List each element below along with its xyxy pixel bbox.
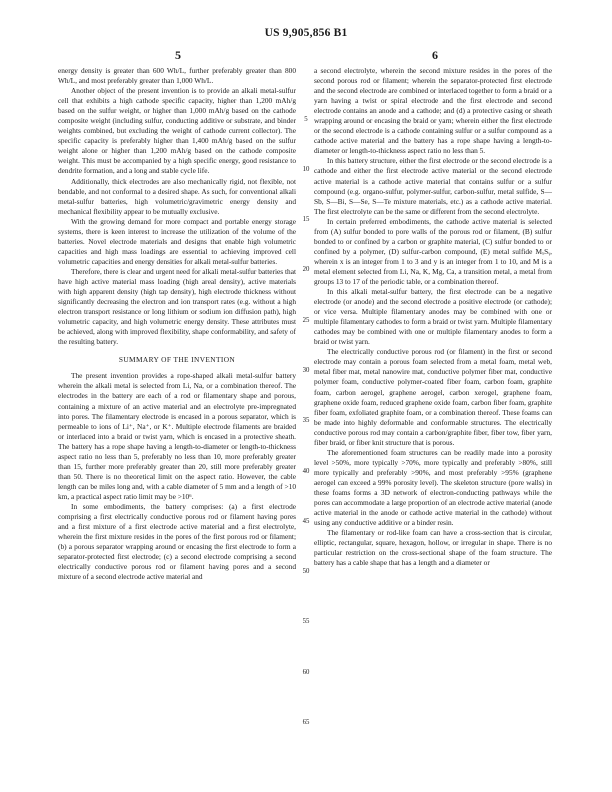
- right-paragraph: The filamentary or rod-like foam can have a cross-section that is circular, elliptic, rectangular, square, hexagon, hollow, or irregular in shape. There is no particular restriction on the cross-sectional shape of the foam structure. The battery has a cable shape that has a length and a diameter or: [314, 528, 552, 568]
- left-paragraph: The present invention provides a rope-shaped alkali metal-sulfur battery wherein the alkali metal is selected from Li, Na, or a combination thereof. The electrodes in the battery are each of a rod or filamentary shape and porous, containing a mixture of an active material and an electrolyte pre-impregnated into pores. The filamentary electrode is encased in a porous separator, which is permeable to ions of Li⁺, Na⁺, or K⁺. Multiple electrode filaments are braided or interlaced into a braid or twist yarn, which is encased in a protective sheath. The battery has a rope shape having a length-to-diameter or length-to-thickness aspect ratio no less than 5, preferably no less than 10, more preferably greater than 15, further more preferably greater than 20, still more preferably greater than 50. There is no theoretical limit on the aspect ratio. However, the cable length can be miles long and, with a cable diameter of 5 mm and a length of >10 km, a practical aspect ratio limit may be >10⁶.: [58, 371, 296, 501]
- line-marker: 35: [302, 417, 310, 424]
- line-marker: 15: [302, 216, 310, 223]
- right-column: [314, 66, 552, 568]
- line-marker: 5: [304, 116, 308, 123]
- left-page-number: 5: [175, 48, 181, 62]
- line-marker: 10: [302, 166, 310, 173]
- left-paragraph: Additionally, thick electrodes are also mechanically rigid, not flexible, not bendable, and not conformal to a desired shape. As such, for conventional alkali metal-sulfur batteries, high volumetric/gravimetric energy density and mechanical flexibility appear to be mutually exclusive.: [58, 176, 296, 216]
- left-column: [58, 66, 296, 582]
- right-paragraph: The electrically conductive porous rod (or filament) in the first or second electrode may contain a porous foam selected from a metal foam, metal web, metal fiber mat, metal nanowire mat, conductive polymer fiber mat, conductive polymer foam, conductive polymer-coated fiber foam, carbon foam, graphite foam, carbon aerogel, graphene aerogel, carbon xerogel, graphene foam, graphene oxide foam, reduced graphene oxide foam, carbon fiber foam, graphite fiber foam, exfoliated graphite foam, or a combination thereof. These foams can be made into highly deformable and conformable structures. The electrically conductive porous rod may contain a carbon/graphite fiber, fiber tow, fiber yarn, fiber braid, or fiber knit structure that is porous.: [314, 347, 552, 447]
- line-marker: 30: [302, 367, 310, 374]
- summary-heading: SUMMARY OF THE INVENTION: [118, 355, 236, 365]
- line-marker: 55: [302, 618, 310, 625]
- right-paragraph: In this battery structure, either the first electrode or the second electrode is a cathode and either the first electrode active material or the second electrode active material is a cathode active material that contains sulfur or a sulfur compound (e.g. organo-sulfur, polymer-sulfur, carbon-sulfur, metal sulfide, S—Sb, S—Bi, S—Se, S—Te mixture materials, etc.) as a cathode active material. The first electrolyte can be the same or different from the second electrolyte.: [314, 156, 552, 216]
- right-paragraph: The aforementioned foam structures can be readily made into a porosity level >50%, more typically >70%, more typically and preferably >80%, still more typically and preferably >90%, and most preferably >95% (graphene aerogel can exceed a 99% porosity level). The skeleton structure (pore walls) in these foams forms a 3D network of electron-conducting pathways while the pores can accommodate a large proportion of an electrode active material (anode active material in the anode or cathode active material in the cathode) without using any conductive additive or a binder resin.: [314, 447, 552, 528]
- line-marker: 50: [302, 568, 310, 575]
- left-paragraph: Another object of the present invention is to provide an alkali metal-sulfur cell that exhibits a high cathode specific capacity, higher than 1,200 mAh/g based on the sulfur weight, or higher than 1,000 mAh/g based on the cathode composite weight (including sulfur, conducting additive or substrate, and binder weights combined, but excluding the weight of cathode current collector). The specific capacity is preferably higher than 1,400 mAh/g based on the sulfur weight alone or higher than 1,200 mAh/g based on the cathode composite weight. This must be accompanied by a high specific energy, good resistance to dendrite formation, and a long and stable cycle life.: [58, 86, 296, 176]
- line-marker: 60: [302, 669, 310, 676]
- right-paragraph: In this alkali metal-sulfur battery, the first electrode can be a negative electrode (or anode) and the second electrode a positive electrode (or cathode); or vice versa. Multiple filamentary anodes may be combined with one or multiple filamentary cathodes to form a braid or twist yarn. Multiple filamentary cathodes may be combined with one or multiple filamentary anodes to form a braid or twist yarn.: [314, 287, 552, 347]
- line-marker: 20: [302, 266, 310, 273]
- left-paragraph: In some embodiments, the battery comprises: (a) a first electrode comprising a first electrically conductive porous rod or filament having pores and a first mixture of a first electrode active material and a first electrolyte, wherein the first mixture resides in the pores of the first porous rod or filament; (b) a porous separator wrapping around or encasing the first electrode to form a separator-protected first electrode; (c) a second electrode comprising a second electrically conductive porous rod or filament having pores and a second mixture of a second electrode active material and: [58, 501, 296, 582]
- right-paragraph: a second electrolyte, wherein the second mixture resides in the pores of the second porous rod or filament; wherein the separator-protected first electrode and the second electrode are combined or interlaced together to form a braid or a yarn having a twist or spiral electrode and the first electrode and second electrode contains an anode and a cathode; and (d) a protective casing or sheath wrapping around or encasing the braid or yarn; wherein either the first electrode or the second electrode is a cathode containing sulfur or a sulfur compound as a cathode active material and the battery has a rope shape having a length-to-diameter or length-to-thickness aspect ratio no less than 5.: [314, 66, 552, 156]
- patent-number: US 9,905,856 B1: [264, 27, 348, 39]
- right-page-number: 6: [432, 48, 438, 62]
- line-marker: 25: [302, 317, 310, 324]
- right-paragraph: In certain preferred embodiments, the cathode active material is selected from (A) sulfur bonded to pore walls of the porous rod or filament, (B) sulfur bonded to or confined by a carbon or graphite material, (C) sulfur bonded to or confined by a polymer, (D) sulfur-carbon compound, (E) metal sulfide MₓSᵧ, wherein x is an integer from 1 to 3 and y is an integer from 1 to 10, and M is a metal element selected from Li, Na, K, Mg, Ca, a transition metal, a metal from groups 13 to 17 of the periodic table, or a combination thereof.: [314, 216, 552, 286]
- line-marker: 45: [302, 518, 310, 525]
- left-paragraph: Therefore, there is clear and urgent need for alkali metal-sulfur batteries that have high active material mass loading (high areal density), active materials with high apparent density (high tap density), high electrode thickness without significantly decreasing the electron and ion transport rates (e.g. without a high electron transport resistance or long lithium or sodium ion diffusion path), high volumetric capacity, and high volumetric energy density. These attributes must be achieved, along with improved flexibility, shape conformability, and safety of the resulting battery.: [58, 266, 296, 347]
- left-paragraph: With the growing demand for more compact and portable energy storage systems, there is keen interest to increase the utilization of the volume of the batteries. Novel electrode materials and designs that enable high volumetric capacities and high mass loadings are essential to achieving improved cell volumetric capacities and energy densities for alkali metal-sulfur batteries.: [58, 216, 296, 266]
- left-paragraph: energy density is greater than 600 Wh/L, further preferably greater than 800 Wh/L, and most preferably greater than 1,000 Wh/L.: [58, 66, 296, 86]
- line-marker: 40: [302, 468, 310, 475]
- line-marker: 65: [302, 719, 310, 726]
